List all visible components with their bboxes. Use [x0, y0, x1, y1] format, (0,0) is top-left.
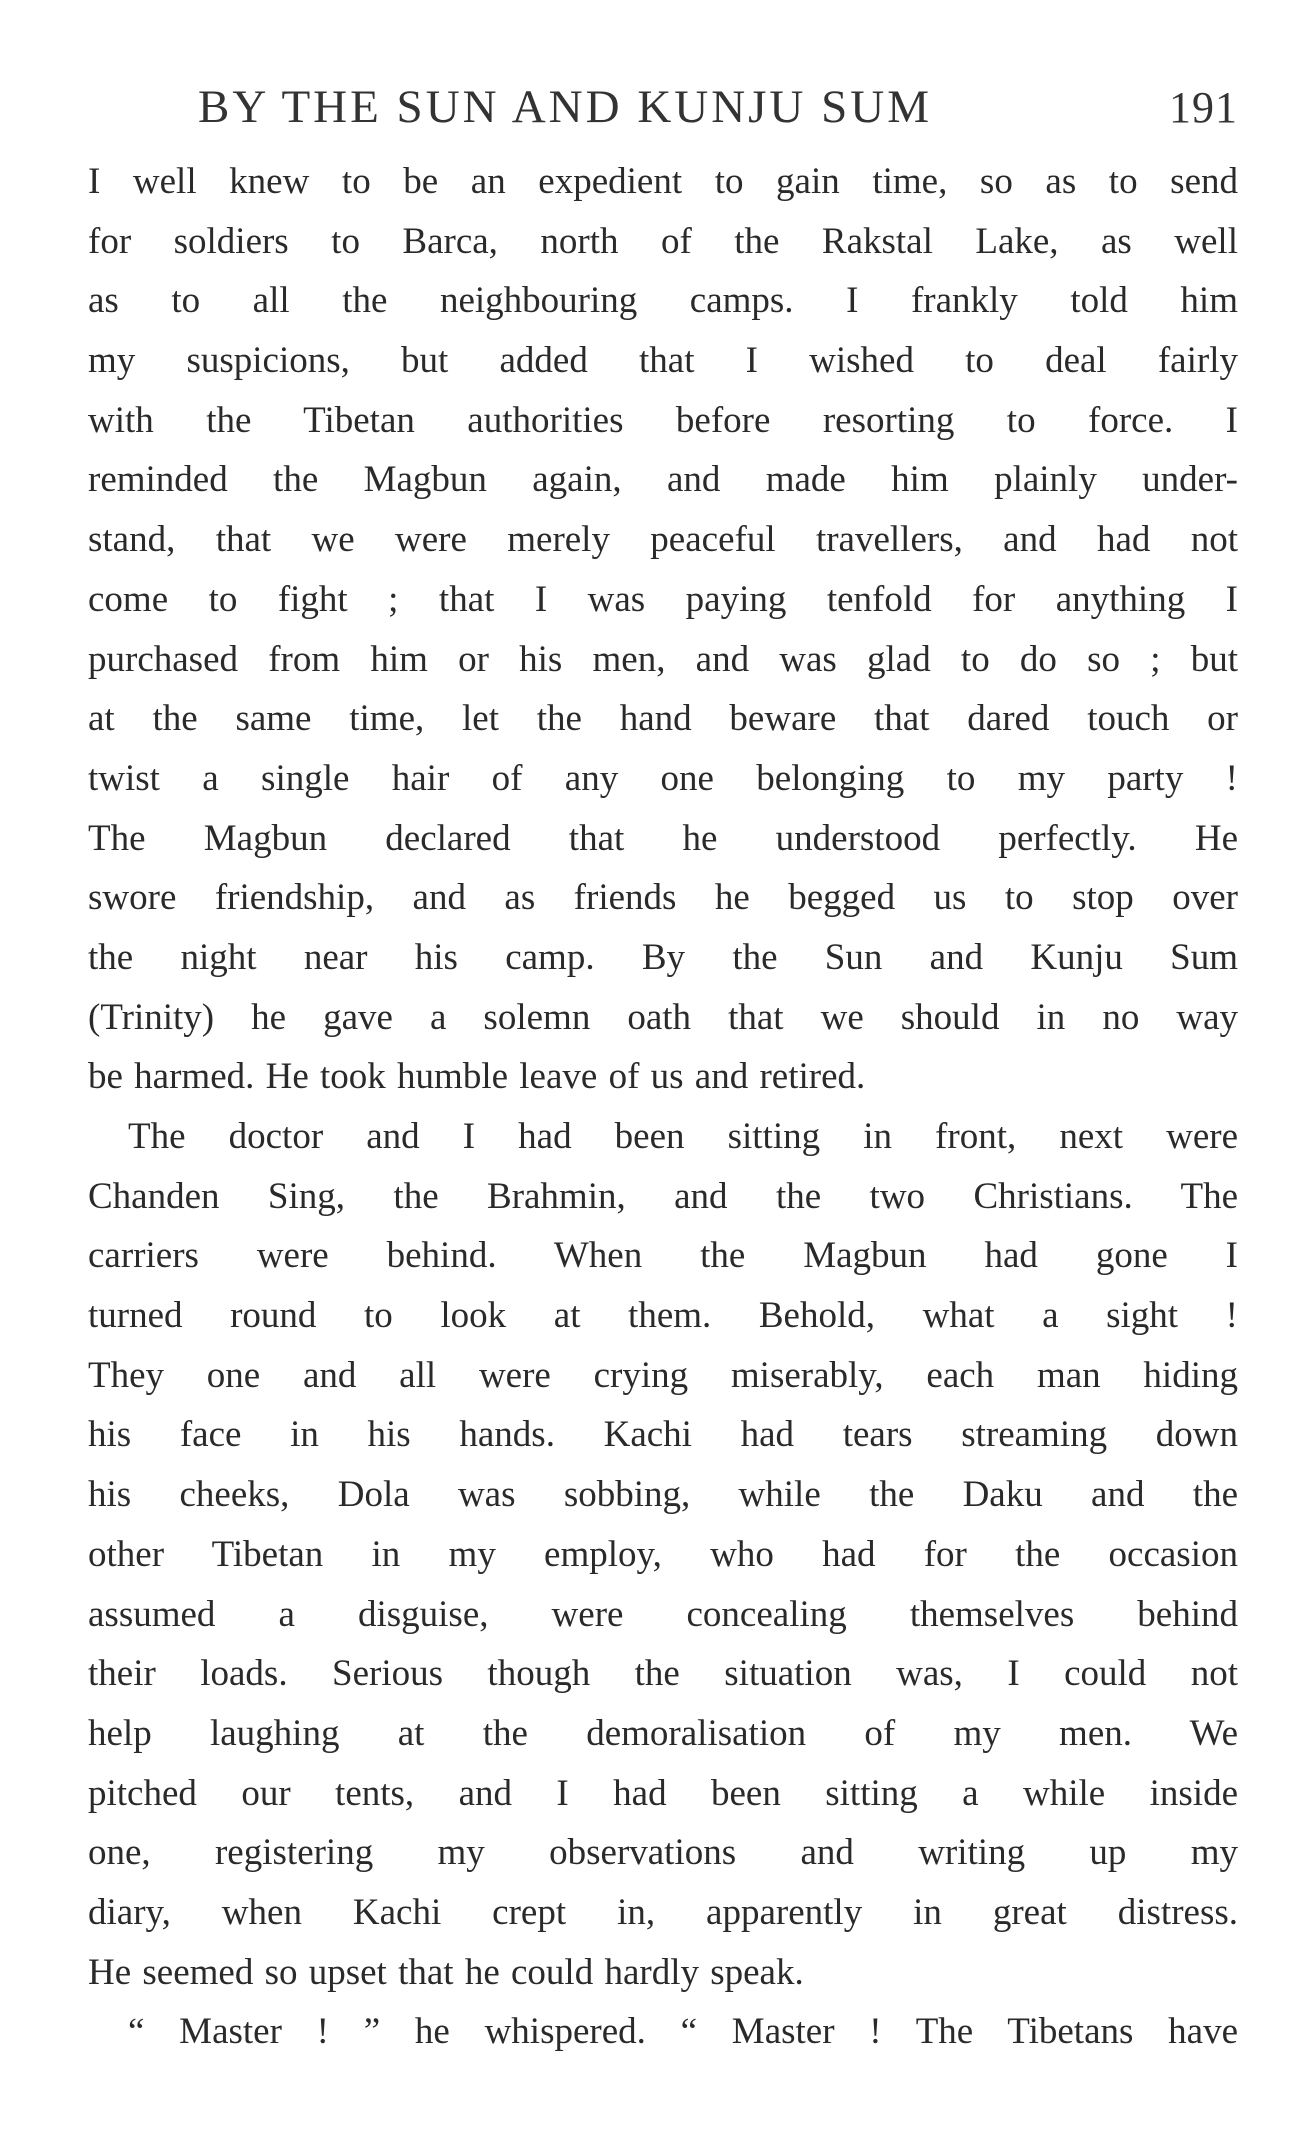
text-line: I well knew to be an expedient to gain time, so as to send [88, 161, 1238, 202]
text-line: He seemed so upset that he could hardly speak. [88, 1951, 804, 1993]
text-line: purchased from him or his men, and was glad to do so ; but [88, 638, 1238, 680]
text-line: “ Master ! ” he whispered. “ Master ! The Tibetans have [128, 2011, 1238, 2053]
text-line: his face in his hands. Kachi had tears streaming down [88, 1414, 1238, 1456]
text-line: be harmed. He took humble leave of us and retired. [88, 1056, 866, 1098]
running-title: BY THE SUN AND KUNJU SUM [198, 81, 932, 133]
text-line: The Magbun declared that he understood perfectly. He [88, 817, 1238, 859]
text-line: his cheeks, Dola was sobbing, while the Daku and the [88, 1474, 1238, 1516]
text-line: swore friendship, and as friends he begged us to stop over [88, 877, 1238, 919]
text-line: with the Tibetan authorities before resorting to force. I [88, 399, 1238, 441]
book-page [88, 80, 1238, 2062]
text-line: at the same time, let the hand beware that dared touch or [88, 698, 1238, 740]
text-line: pitched our tents, and I had been sitting a while inside [88, 1772, 1238, 1814]
text-line: stand, that we were merely peaceful travellers, and had not [88, 519, 1238, 561]
body-text [88, 152, 1238, 2062]
page-number: 191 [1169, 83, 1238, 132]
text-line: their loads. Serious though the situation was, I could not [88, 1653, 1238, 1695]
text-line: reminded the Magbun again, and made him plainly under- [88, 459, 1238, 501]
text-line: help laughing at the demoralisation of my men. We [88, 1712, 1238, 1754]
text-line: (Trinity) he gave a solemn oath that we should in no way [88, 996, 1238, 1038]
text-line: as to all the neighbouring camps. I frankly told him [88, 280, 1238, 322]
text-line: turned round to look at them. Behold, what a sight ! [88, 1295, 1238, 1337]
text-line: The doctor and I had been sitting in front, next were [128, 1116, 1238, 1157]
text-line: twist a single hair of any one belonging to my party ! [88, 757, 1238, 799]
text-line: diary, when Kachi crept in, apparently in great distress. [88, 1891, 1238, 1933]
text-line: carriers were behind. When the Magbun had gone I [88, 1235, 1238, 1277]
text-line: assumed a disguise, were concealing themselves behind [88, 1593, 1238, 1635]
text-line: one, registering my observations and writing up my [88, 1832, 1238, 1874]
text-line: my suspicions, but added that I wished to deal fairly [88, 340, 1238, 382]
text-line: the night near his camp. By the Sun and Kunju Sum [88, 936, 1238, 978]
running-header [88, 80, 1238, 134]
text-line: other Tibetan in my employ, who had for the occasion [88, 1533, 1238, 1575]
text-line: come to fight ; that I was paying tenfold for anything I [88, 578, 1238, 620]
text-line: for soldiers to Barca, north of the Rakstal Lake, as well [88, 220, 1238, 262]
text-line: Chanden Sing, the Brahmin, and the two Christians. The [88, 1175, 1238, 1217]
text-line: They one and all were crying miserably, each man hiding [88, 1354, 1238, 1396]
